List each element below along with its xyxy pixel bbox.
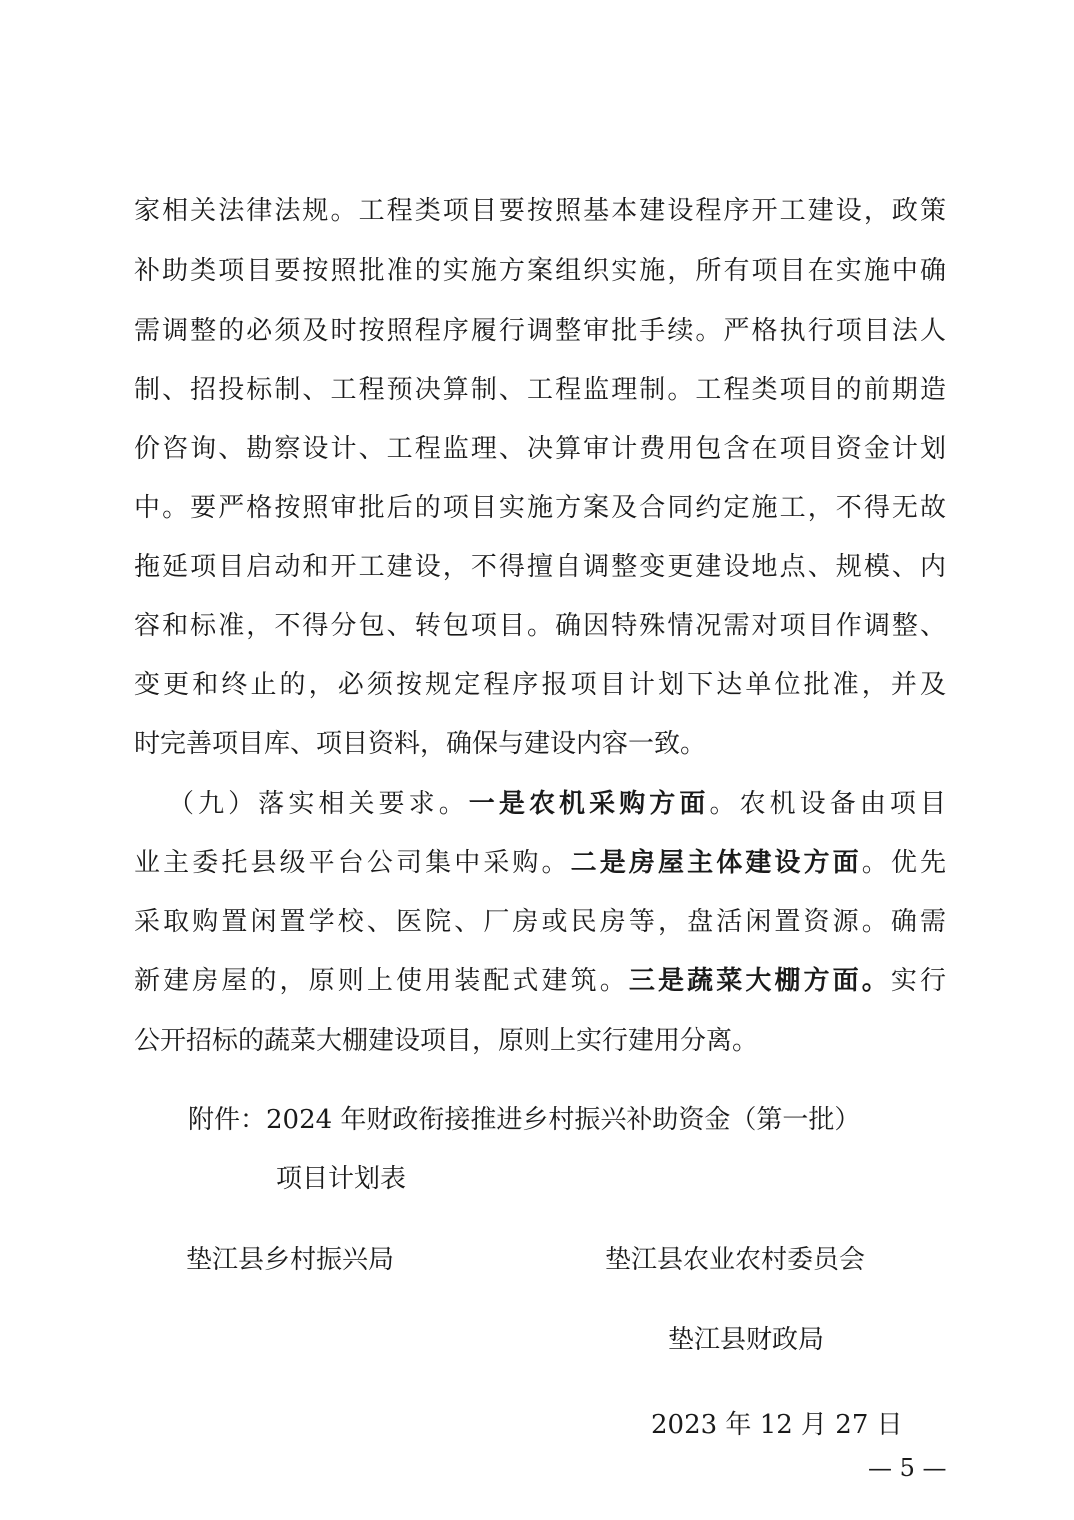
attachment-label: 附件：2024 年财政衔接推进乡村振兴补助资金（第一批） bbox=[188, 1105, 861, 1135]
paragraph-line: 需调整的必须及时按照程序履行调整审批手续。严格执行项目法人 bbox=[134, 316, 946, 346]
paragraph-line: 补助类项目要按照批准的实施方案组织实施，所有项目在实施中确 bbox=[134, 256, 946, 286]
paragraph-line: 制、招投标制、工程预决算制、工程监理制。工程类项目的前期造 bbox=[134, 375, 946, 405]
paragraph-line: 拖延项目启动和开工建设，不得擅自调整变更建设地点、规模、内 bbox=[134, 552, 946, 582]
paragraph-line: 价咨询、勘察设计、工程监理、决算审计费用包含在项目资金计划 bbox=[134, 434, 946, 464]
paragraph-line bbox=[168, 789, 946, 819]
text-span: 。优先 bbox=[861, 848, 946, 878]
text-span: 。农机设备由项目 bbox=[709, 789, 946, 819]
paragraph-line: 公开招标的蔬菜大棚建设项目，原则上实行建用分离。 bbox=[134, 1026, 759, 1056]
paragraph-line bbox=[134, 966, 946, 996]
paragraph-line: 家相关法律法规。工程类项目要按照基本建设程序开工建设，政策 bbox=[134, 196, 946, 226]
bold-phrase: 一是农机采购方面 bbox=[468, 789, 710, 819]
paragraph-line: 容和标准，不得分包、转包项目。确因特殊情况需对项目作调整、 bbox=[134, 611, 946, 641]
paragraph-line: 时完善项目库、项目资料，确保与建设内容一致。 bbox=[134, 729, 707, 759]
text-span: 业主委托县级平台公司集中采购。 bbox=[134, 848, 571, 878]
bold-phrase: 二是房屋主体建设方面 bbox=[570, 848, 862, 878]
text-span: 实行 bbox=[890, 966, 946, 996]
page-number: — 5 — bbox=[868, 1454, 947, 1482]
paragraph-line: 中。要严格按照审批后的项目实施方案及合同约定施工，不得无故 bbox=[134, 493, 946, 523]
document-date: 2023 年 12 月 27 日 bbox=[651, 1410, 903, 1440]
paragraph-line: 变更和终止的，必须按规定程序报项目计划下达单位批准，并及 bbox=[134, 670, 946, 700]
signature-org: 垫江县乡村振兴局 bbox=[186, 1245, 395, 1275]
paragraph-line: 采取购置闲置学校、医院、厂房或民房等，盘活闲置资源。确需 bbox=[134, 907, 946, 937]
section-heading: （九）落实相关要求。 bbox=[168, 789, 469, 819]
signature-org: 垫江县财政局 bbox=[668, 1325, 825, 1355]
text-span: 新建房屋的，原则上使用装配式建筑。 bbox=[134, 966, 629, 996]
signature-org: 垫江县农业农村委员会 bbox=[605, 1245, 866, 1275]
paragraph-line bbox=[134, 848, 946, 878]
bold-phrase: 三是蔬菜大棚方面。 bbox=[628, 966, 891, 996]
attachment-label-cont: 项目计划表 bbox=[276, 1164, 407, 1194]
